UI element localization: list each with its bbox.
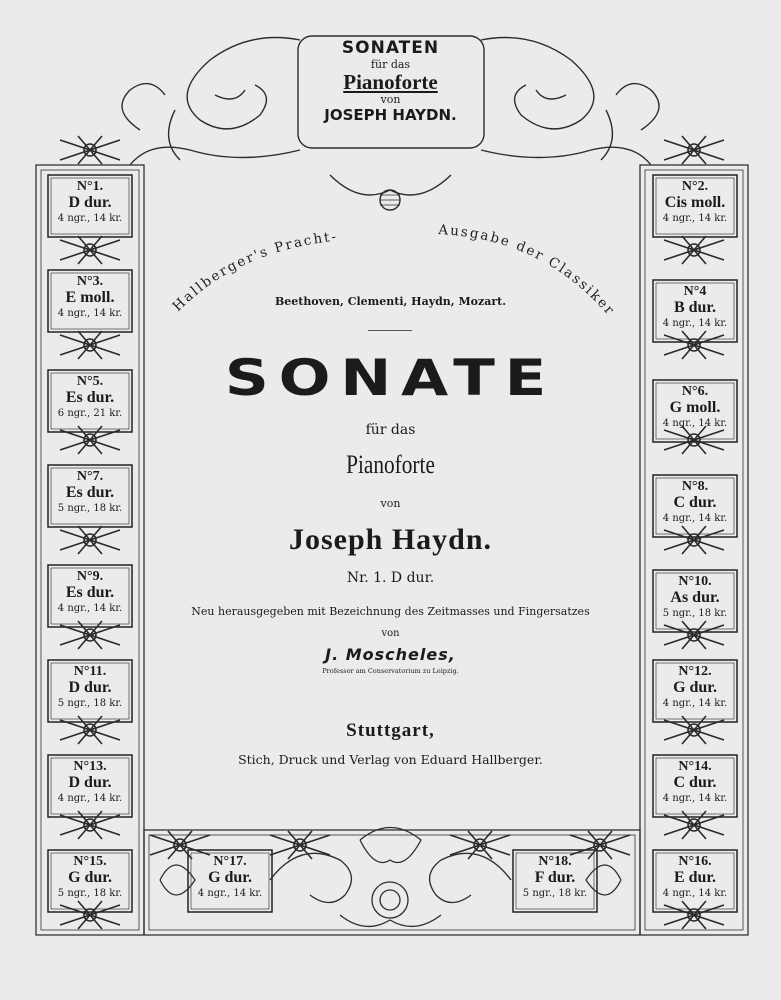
sonata-label bbox=[515, 855, 595, 899]
sonata-label-key: Es dur. bbox=[65, 484, 115, 501]
editor-title: Professor am Conservatorium zu Leipzig. bbox=[322, 667, 459, 675]
sonata-label-number: N°17. bbox=[213, 854, 247, 869]
sonata-label-key: B dur. bbox=[673, 299, 717, 316]
sonata-label-number: N°15. bbox=[73, 854, 107, 869]
sonata-label bbox=[50, 180, 130, 224]
sonata-label-key: As dur. bbox=[670, 589, 720, 606]
sonata-label bbox=[50, 375, 130, 419]
sonata-label-price: 4 ngr., 14 kr. bbox=[662, 793, 728, 804]
sonata-label bbox=[655, 180, 735, 224]
sonata-label-key: D dur. bbox=[68, 679, 112, 696]
sonata-label-key: Cis moll. bbox=[664, 194, 726, 211]
sonata-label-price: 4 ngr., 14 kr. bbox=[57, 308, 123, 319]
sonata-label-number: N°5. bbox=[76, 374, 104, 389]
sonata-label-number: N°3. bbox=[76, 274, 104, 289]
edition-note: Neu herausgegeben mit Bezeichnung des Zeitmasses und Fingersatzes bbox=[191, 605, 590, 618]
sonata-label bbox=[50, 760, 130, 804]
sonata-label-price: 6 ngr., 21 kr. bbox=[57, 408, 123, 419]
sonata-label-key: E moll. bbox=[65, 289, 115, 306]
sonata-label-key: Es dur. bbox=[65, 389, 115, 406]
sonata-label-price: 4 ngr., 14 kr. bbox=[57, 603, 123, 614]
sonata-label-key: C dur. bbox=[673, 494, 717, 511]
sonata-label bbox=[50, 855, 130, 899]
sonata-label-key: G dur. bbox=[68, 869, 112, 886]
divider-rule bbox=[368, 330, 412, 331]
sonata-label-price: 4 ngr., 14 kr. bbox=[57, 213, 123, 224]
sonata-label bbox=[50, 470, 130, 514]
editor-name: J. Moscheles, bbox=[325, 645, 456, 664]
sonata-label-number: N°18. bbox=[538, 854, 572, 869]
sonata-label-price: 4 ngr., 14 kr. bbox=[662, 513, 728, 524]
sonata-label-number: N°6. bbox=[681, 384, 709, 399]
sonata-label-price: 4 ngr., 14 kr. bbox=[662, 418, 728, 429]
sonata-label bbox=[655, 385, 735, 429]
sonata-label-price: 4 ngr., 14 kr. bbox=[197, 888, 263, 899]
sonata-label-number: N°11. bbox=[73, 664, 107, 679]
sonata-label-number: N°14. bbox=[678, 759, 712, 774]
sonata-label bbox=[655, 760, 735, 804]
header-banner bbox=[300, 38, 481, 124]
sonata-label-key: C dur. bbox=[673, 774, 717, 791]
publisher-city: Stuttgart, bbox=[346, 720, 435, 741]
sonata-label-key: G dur. bbox=[208, 869, 252, 886]
banner-von: von bbox=[380, 93, 401, 106]
sonata-label bbox=[655, 665, 735, 709]
publisher-line: Stich, Druck und Verlag von Eduard Hallberger. bbox=[238, 752, 543, 767]
fur-das-text: für das bbox=[365, 422, 416, 438]
sonata-label bbox=[50, 665, 130, 709]
instrument-text: Pianoforte bbox=[346, 450, 435, 479]
von-text: von bbox=[380, 497, 401, 510]
sonata-label-key: Es dur. bbox=[65, 584, 115, 601]
sonata-label-price: 4 ngr., 14 kr. bbox=[662, 318, 728, 329]
sonata-label-number: N°9. bbox=[76, 569, 104, 584]
sonata-label-number: N°8. bbox=[681, 479, 709, 494]
sonata-label-price: 4 ngr., 14 kr. bbox=[57, 793, 123, 804]
sonata-label-number: N°7. bbox=[76, 469, 104, 484]
sonata-label-price: 5 ngr., 18 kr. bbox=[57, 888, 123, 899]
sonata-label bbox=[655, 855, 735, 899]
sonata-label bbox=[50, 570, 130, 614]
banner-composer: JOSEPH HAYDN. bbox=[324, 106, 457, 124]
sonata-label-price: 5 ngr., 18 kr. bbox=[57, 698, 123, 709]
series-left-text: Hallberger's Pracht- bbox=[169, 228, 339, 315]
sonata-label-key: G dur. bbox=[673, 679, 717, 696]
sonata-label-number: N°4 bbox=[683, 284, 707, 299]
sonata-label-key: D dur. bbox=[68, 194, 112, 211]
sonata-label-key: D dur. bbox=[68, 774, 112, 791]
sonata-label-key: F dur. bbox=[534, 869, 576, 886]
sonata-label-price: 4 ngr., 14 kr. bbox=[662, 888, 728, 899]
sonata-label-number: N°16. bbox=[678, 854, 712, 869]
series-right-text: Ausgabe der Classiker bbox=[437, 221, 619, 320]
sonata-label bbox=[655, 480, 735, 524]
sonata-label-price: 4 ngr., 14 kr. bbox=[662, 213, 728, 224]
sonata-label-key: G moll. bbox=[669, 399, 721, 416]
sonata-label-number: N°12. bbox=[678, 664, 712, 679]
sonata-label-number: N°13. bbox=[73, 759, 107, 774]
sonata-label bbox=[190, 855, 270, 899]
von-text-2: von bbox=[381, 628, 400, 639]
composers-line: Beethoven, Clementi, Haydn, Mozart. bbox=[274, 295, 507, 308]
sonata-label-number: N°10. bbox=[678, 574, 712, 589]
sonata-label-price: 5 ngr., 18 kr. bbox=[57, 503, 123, 514]
sonata-label bbox=[655, 575, 735, 619]
composer-name: Joseph Haydn. bbox=[288, 523, 493, 556]
sonata-label-price: 4 ngr., 14 kr. bbox=[662, 698, 728, 709]
sonata-label-key: E dur. bbox=[673, 869, 717, 886]
page-title: SONATE bbox=[224, 349, 557, 407]
banner-instrument: Pianoforte bbox=[343, 70, 438, 94]
sonata-label-price: 5 ngr., 18 kr. bbox=[522, 888, 588, 899]
sonata-label-number: N°2. bbox=[681, 179, 709, 194]
sonata-label bbox=[50, 275, 130, 319]
sonata-label-price: 5 ngr., 18 kr. bbox=[662, 608, 728, 619]
banner-title: SONATEN bbox=[341, 38, 440, 58]
sonata-number: Nr. 1. D dur. bbox=[346, 570, 435, 586]
sonata-label bbox=[655, 285, 735, 329]
sonata-label-number: N°1. bbox=[76, 179, 104, 194]
banner-fur-das: für das bbox=[370, 58, 411, 71]
